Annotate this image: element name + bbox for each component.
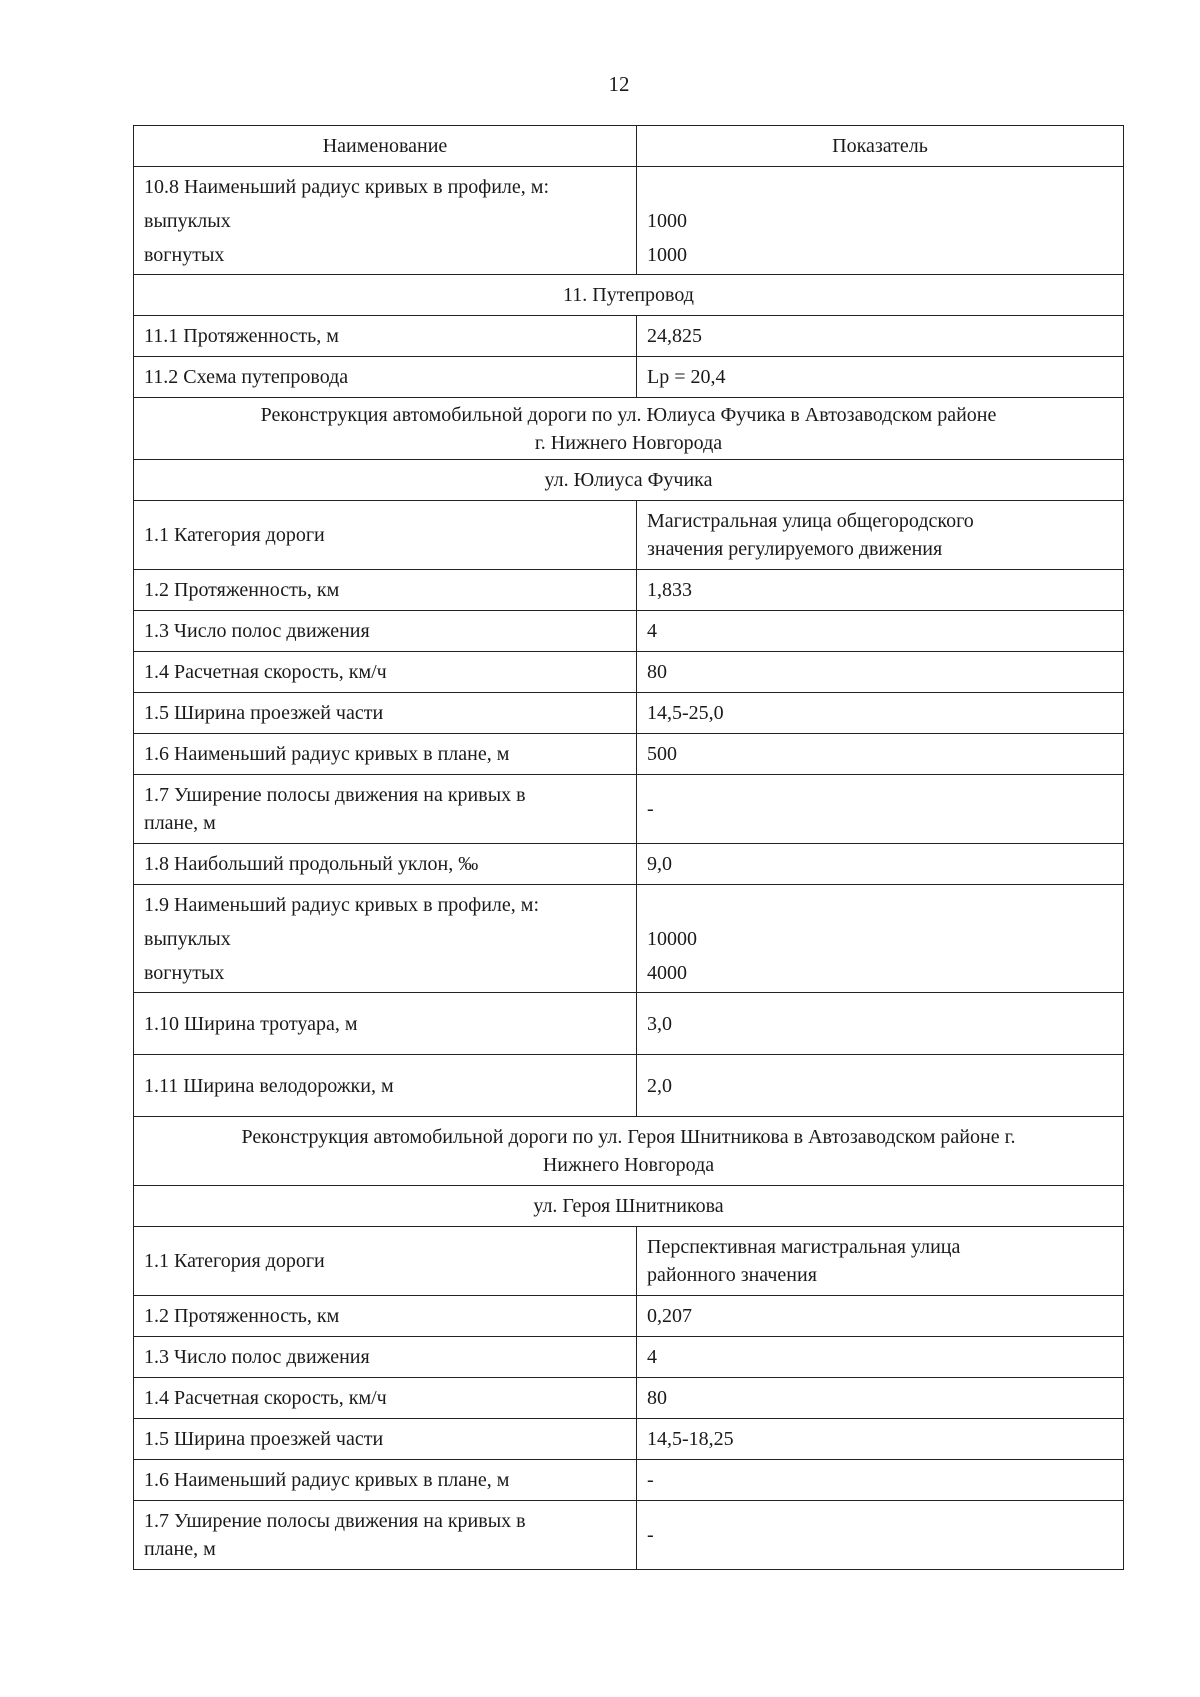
project-title bbox=[134, 1117, 1124, 1186]
row-value bbox=[637, 885, 1124, 993]
row-label: 11.2 Схема путепровода bbox=[134, 357, 637, 398]
table-row bbox=[134, 1501, 1124, 1570]
row-label: 1.4 Расчетная скорость, км/ч bbox=[134, 652, 637, 693]
project-title-line: Реконструкция автомобильной дороги по ул. Героя Шнитникова в Автозаводском районе г. bbox=[241, 1126, 1016, 1148]
row-sub-value: 1000 bbox=[647, 209, 687, 232]
table-row bbox=[134, 1460, 1124, 1501]
row-sub-label: вогнутых bbox=[144, 243, 225, 266]
row-label-main: 10.8 Наименьший радиус кривых в профиле, м: bbox=[144, 175, 549, 198]
row-value: 14,5-18,25 bbox=[637, 1419, 1124, 1460]
row-value: - bbox=[637, 775, 1124, 844]
street-title: ул. Юлиуса Фучика bbox=[134, 460, 1124, 501]
table-row bbox=[134, 993, 1124, 1055]
row-label: 1.4 Расчетная скорость, км/ч bbox=[134, 1378, 637, 1419]
row-sub-label: выпуклых bbox=[144, 927, 231, 950]
row-value: 2,0 bbox=[637, 1055, 1124, 1117]
row-label: 1.3 Число полос движения bbox=[134, 611, 637, 652]
table-row bbox=[134, 734, 1124, 775]
project-title-line: г. Нижнего Новгорода bbox=[534, 431, 723, 454]
row-label: 1.8 Наибольший продольный уклон, ‰ bbox=[134, 844, 637, 885]
row-value: 3,0 bbox=[637, 993, 1124, 1055]
row-value: Lp = 20,4 bbox=[637, 357, 1124, 398]
row-sub-value: 10000 bbox=[647, 927, 697, 950]
row-sub-value: 4000 bbox=[647, 961, 687, 984]
row-value: - bbox=[637, 1460, 1124, 1501]
row-label-line: 1.7 Уширение полосы движения на кривых в bbox=[144, 1510, 526, 1532]
table-row bbox=[134, 570, 1124, 611]
row-sub-label: выпуклых bbox=[144, 209, 231, 232]
row-value: 80 bbox=[637, 652, 1124, 693]
table-row bbox=[134, 652, 1124, 693]
row-value bbox=[637, 1227, 1124, 1296]
row-label: 1.1 Категория дороги bbox=[134, 1227, 637, 1296]
row-value: - bbox=[637, 1501, 1124, 1570]
row-value: 4 bbox=[637, 1337, 1124, 1378]
street-row bbox=[134, 1186, 1124, 1227]
table-row bbox=[134, 357, 1124, 398]
row-value bbox=[637, 167, 1124, 275]
row-label-line: 1.7 Уширение полосы движения на кривых в bbox=[144, 784, 526, 806]
row-label bbox=[134, 1501, 637, 1570]
row-value: 500 bbox=[637, 734, 1124, 775]
row-value-line: Магистральная улица общегородского bbox=[647, 510, 974, 532]
row-label bbox=[134, 775, 637, 844]
row-value bbox=[637, 501, 1124, 570]
row-label: 1.6 Наименьший радиус кривых в плане, м bbox=[134, 734, 637, 775]
project-title-line: Реконструкция автомобильной дороги по ул. Юлиуса Фучика в Автозаводском районе bbox=[260, 403, 997, 426]
row-value: 80 bbox=[637, 1378, 1124, 1419]
header-value: Показатель bbox=[637, 126, 1124, 167]
row-value-line: районного значения bbox=[647, 1264, 817, 1286]
project-title-row bbox=[134, 1117, 1124, 1186]
row-label: 1.6 Наименьший радиус кривых в плане, м bbox=[134, 1460, 637, 1501]
page-number: 12 bbox=[608, 72, 630, 96]
section-row bbox=[134, 275, 1124, 316]
project-title bbox=[134, 398, 1124, 460]
row-label: 1.2 Протяженность, км bbox=[134, 1296, 637, 1337]
project-title-row bbox=[134, 398, 1124, 460]
table-row bbox=[134, 1055, 1124, 1117]
table-row bbox=[134, 885, 1124, 993]
row-value: 1,833 bbox=[637, 570, 1124, 611]
row-label: 1.1 Категория дороги bbox=[134, 501, 637, 570]
street-title: ул. Героя Шнитникова bbox=[134, 1186, 1124, 1227]
row-label-line: плане, м bbox=[144, 1538, 216, 1560]
row-value: 9,0 bbox=[637, 844, 1124, 885]
street-row bbox=[134, 460, 1124, 501]
table-row bbox=[134, 1419, 1124, 1460]
header-name: Наименование bbox=[134, 126, 637, 167]
table-row bbox=[134, 501, 1124, 570]
table-row bbox=[134, 316, 1124, 357]
table-row bbox=[134, 611, 1124, 652]
table-row bbox=[134, 1337, 1124, 1378]
table-row bbox=[134, 1296, 1124, 1337]
row-value: 0,207 bbox=[637, 1296, 1124, 1337]
row-label-line: плане, м bbox=[144, 812, 216, 834]
row-label: 11.1 Протяженность, м bbox=[134, 316, 637, 357]
table-header-row bbox=[134, 126, 1124, 167]
row-label: 1.11 Ширина велодорожки, м bbox=[134, 1055, 637, 1117]
table-row bbox=[134, 1378, 1124, 1419]
row-label bbox=[134, 167, 637, 275]
row-sub-label: вогнутых bbox=[144, 961, 225, 984]
row-label bbox=[134, 885, 637, 993]
row-value: 14,5-25,0 bbox=[637, 693, 1124, 734]
section-title: 11. Путепровод bbox=[134, 275, 1124, 316]
table-row bbox=[134, 167, 1124, 275]
row-label-main: 1.9 Наименьший радиус кривых в профиле, м: bbox=[144, 893, 539, 916]
row-label: 1.3 Число полос движения bbox=[134, 1337, 637, 1378]
row-label: 1.5 Ширина проезжей части bbox=[134, 693, 637, 734]
row-value-line: значения регулируемого движения bbox=[647, 538, 943, 560]
row-label: 1.5 Ширина проезжей части bbox=[134, 1419, 637, 1460]
row-value-line: Перспективная магистральная улица bbox=[647, 1236, 961, 1258]
table-row bbox=[134, 1227, 1124, 1296]
table-row bbox=[134, 693, 1124, 734]
row-label: 1.2 Протяженность, км bbox=[134, 570, 637, 611]
specifications-table bbox=[133, 125, 1124, 1570]
table-row bbox=[134, 844, 1124, 885]
project-title-line: Нижнего Новгорода bbox=[542, 1154, 715, 1176]
table-row bbox=[134, 775, 1124, 844]
row-value: 4 bbox=[637, 611, 1124, 652]
row-label: 1.10 Ширина тротуара, м bbox=[134, 993, 637, 1055]
row-value: 24,825 bbox=[637, 316, 1124, 357]
row-sub-value: 1000 bbox=[647, 243, 687, 266]
